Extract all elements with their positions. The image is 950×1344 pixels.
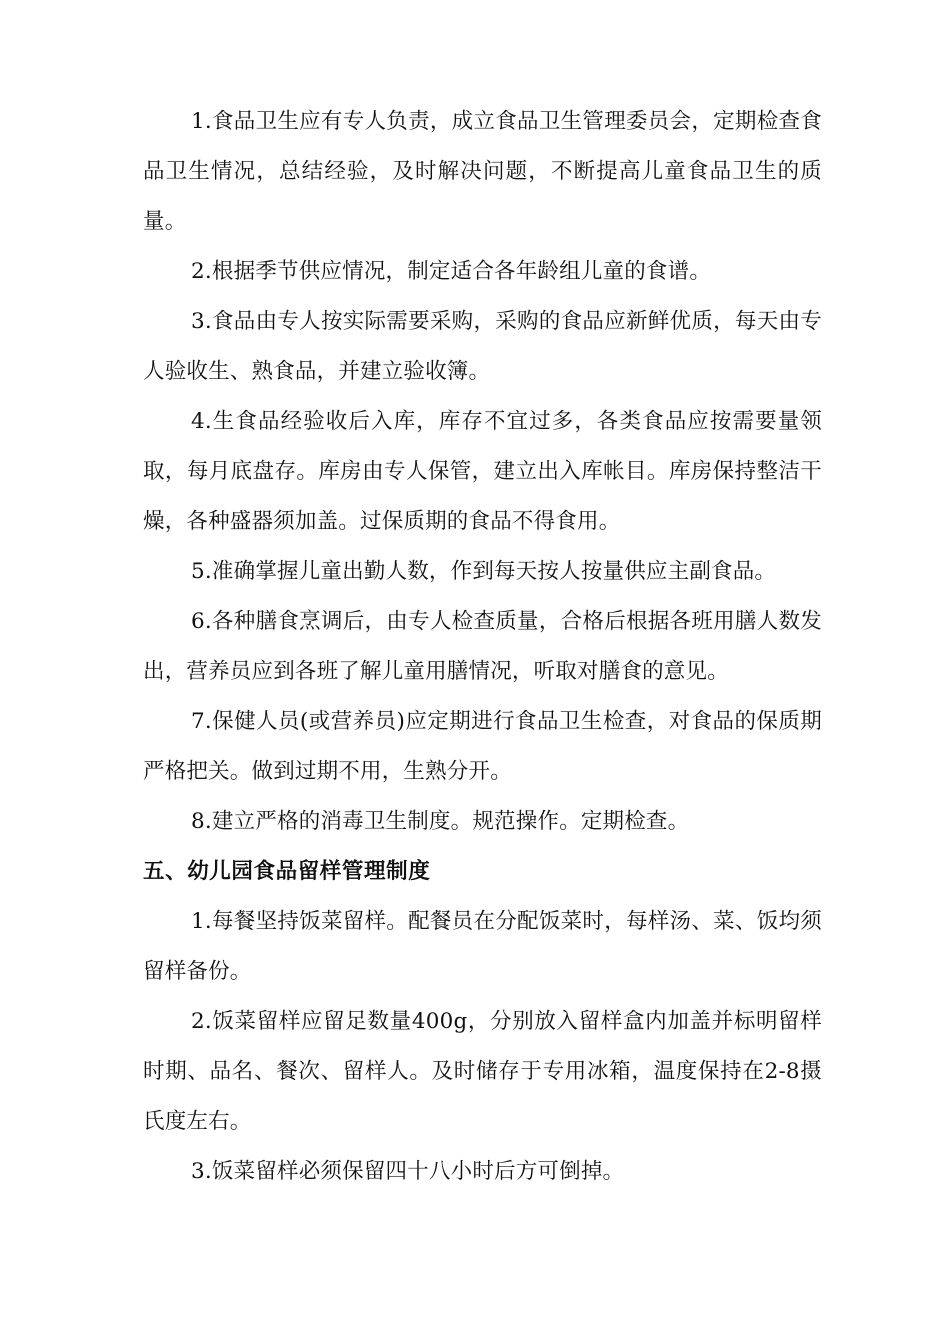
paragraph-6: 6.各种膳食烹调后，由专人检查质量，合格后根据各班用膳人数发出，营养员应到各班了解儿童用膳情况，听取对膳食的意见。 [143,609,822,684]
sample-paragraph-2: 2.饭菜留样应留足数量400g，分别放入留样盒内加盖并标明留样时期、品名、餐次、留样人。及时储存于专用冰箱，温度保持在2-8摄氏度左右。 [143,1009,822,1134]
paragraph-8: 8.建立严格的消毒卫生制度。规范操作。定期检查。 [191,809,690,834]
paragraph-3: 3.食品由专人按实际需要采购，采购的食品应新鲜优质，每天由专人验收生、熟食品，并建立验收簿。 [143,309,822,384]
sample-paragraph-3: 3.饭菜留样必须保留四十八小时后方可倒掉。 [191,1159,625,1184]
paragraph-5: 5.准确掌握儿童出勤人数，作到每天按人按量供应主副食品。 [191,559,777,584]
paragraph-2: 2.根据季节供应情况，制定适合各年龄组儿童的食谱。 [191,259,712,284]
sample-paragraph-1: 1.每餐坚持饭菜留样。配餐员在分配饭菜时，每样汤、菜、饭均须留样备份。 [143,909,822,984]
paragraph-4: 4.生食品经验收后入库，库存不宜过多，各类食品应按需要量领取，每月底盘存。库房由专人保管，建立出入库帐目。库房保持整洁干燥，各种盛器须加盖。过保质期的食品不得食用。 [143,409,822,534]
section-heading: 五、幼儿园食品留样管理制度 [143,859,431,884]
paragraph-1: 1.食品卫生应有专人负责，成立食品卫生管理委员会，定期检查食品卫生情况，总结经验，及时解决问题，不断提高儿童食品卫生的质量。 [143,109,822,234]
paragraph-7: 7.保健人员(或营养员)应定期进行食品卫生检查，对食品的保质期严格把关。做到过期不用，生熟分开。 [143,709,822,784]
